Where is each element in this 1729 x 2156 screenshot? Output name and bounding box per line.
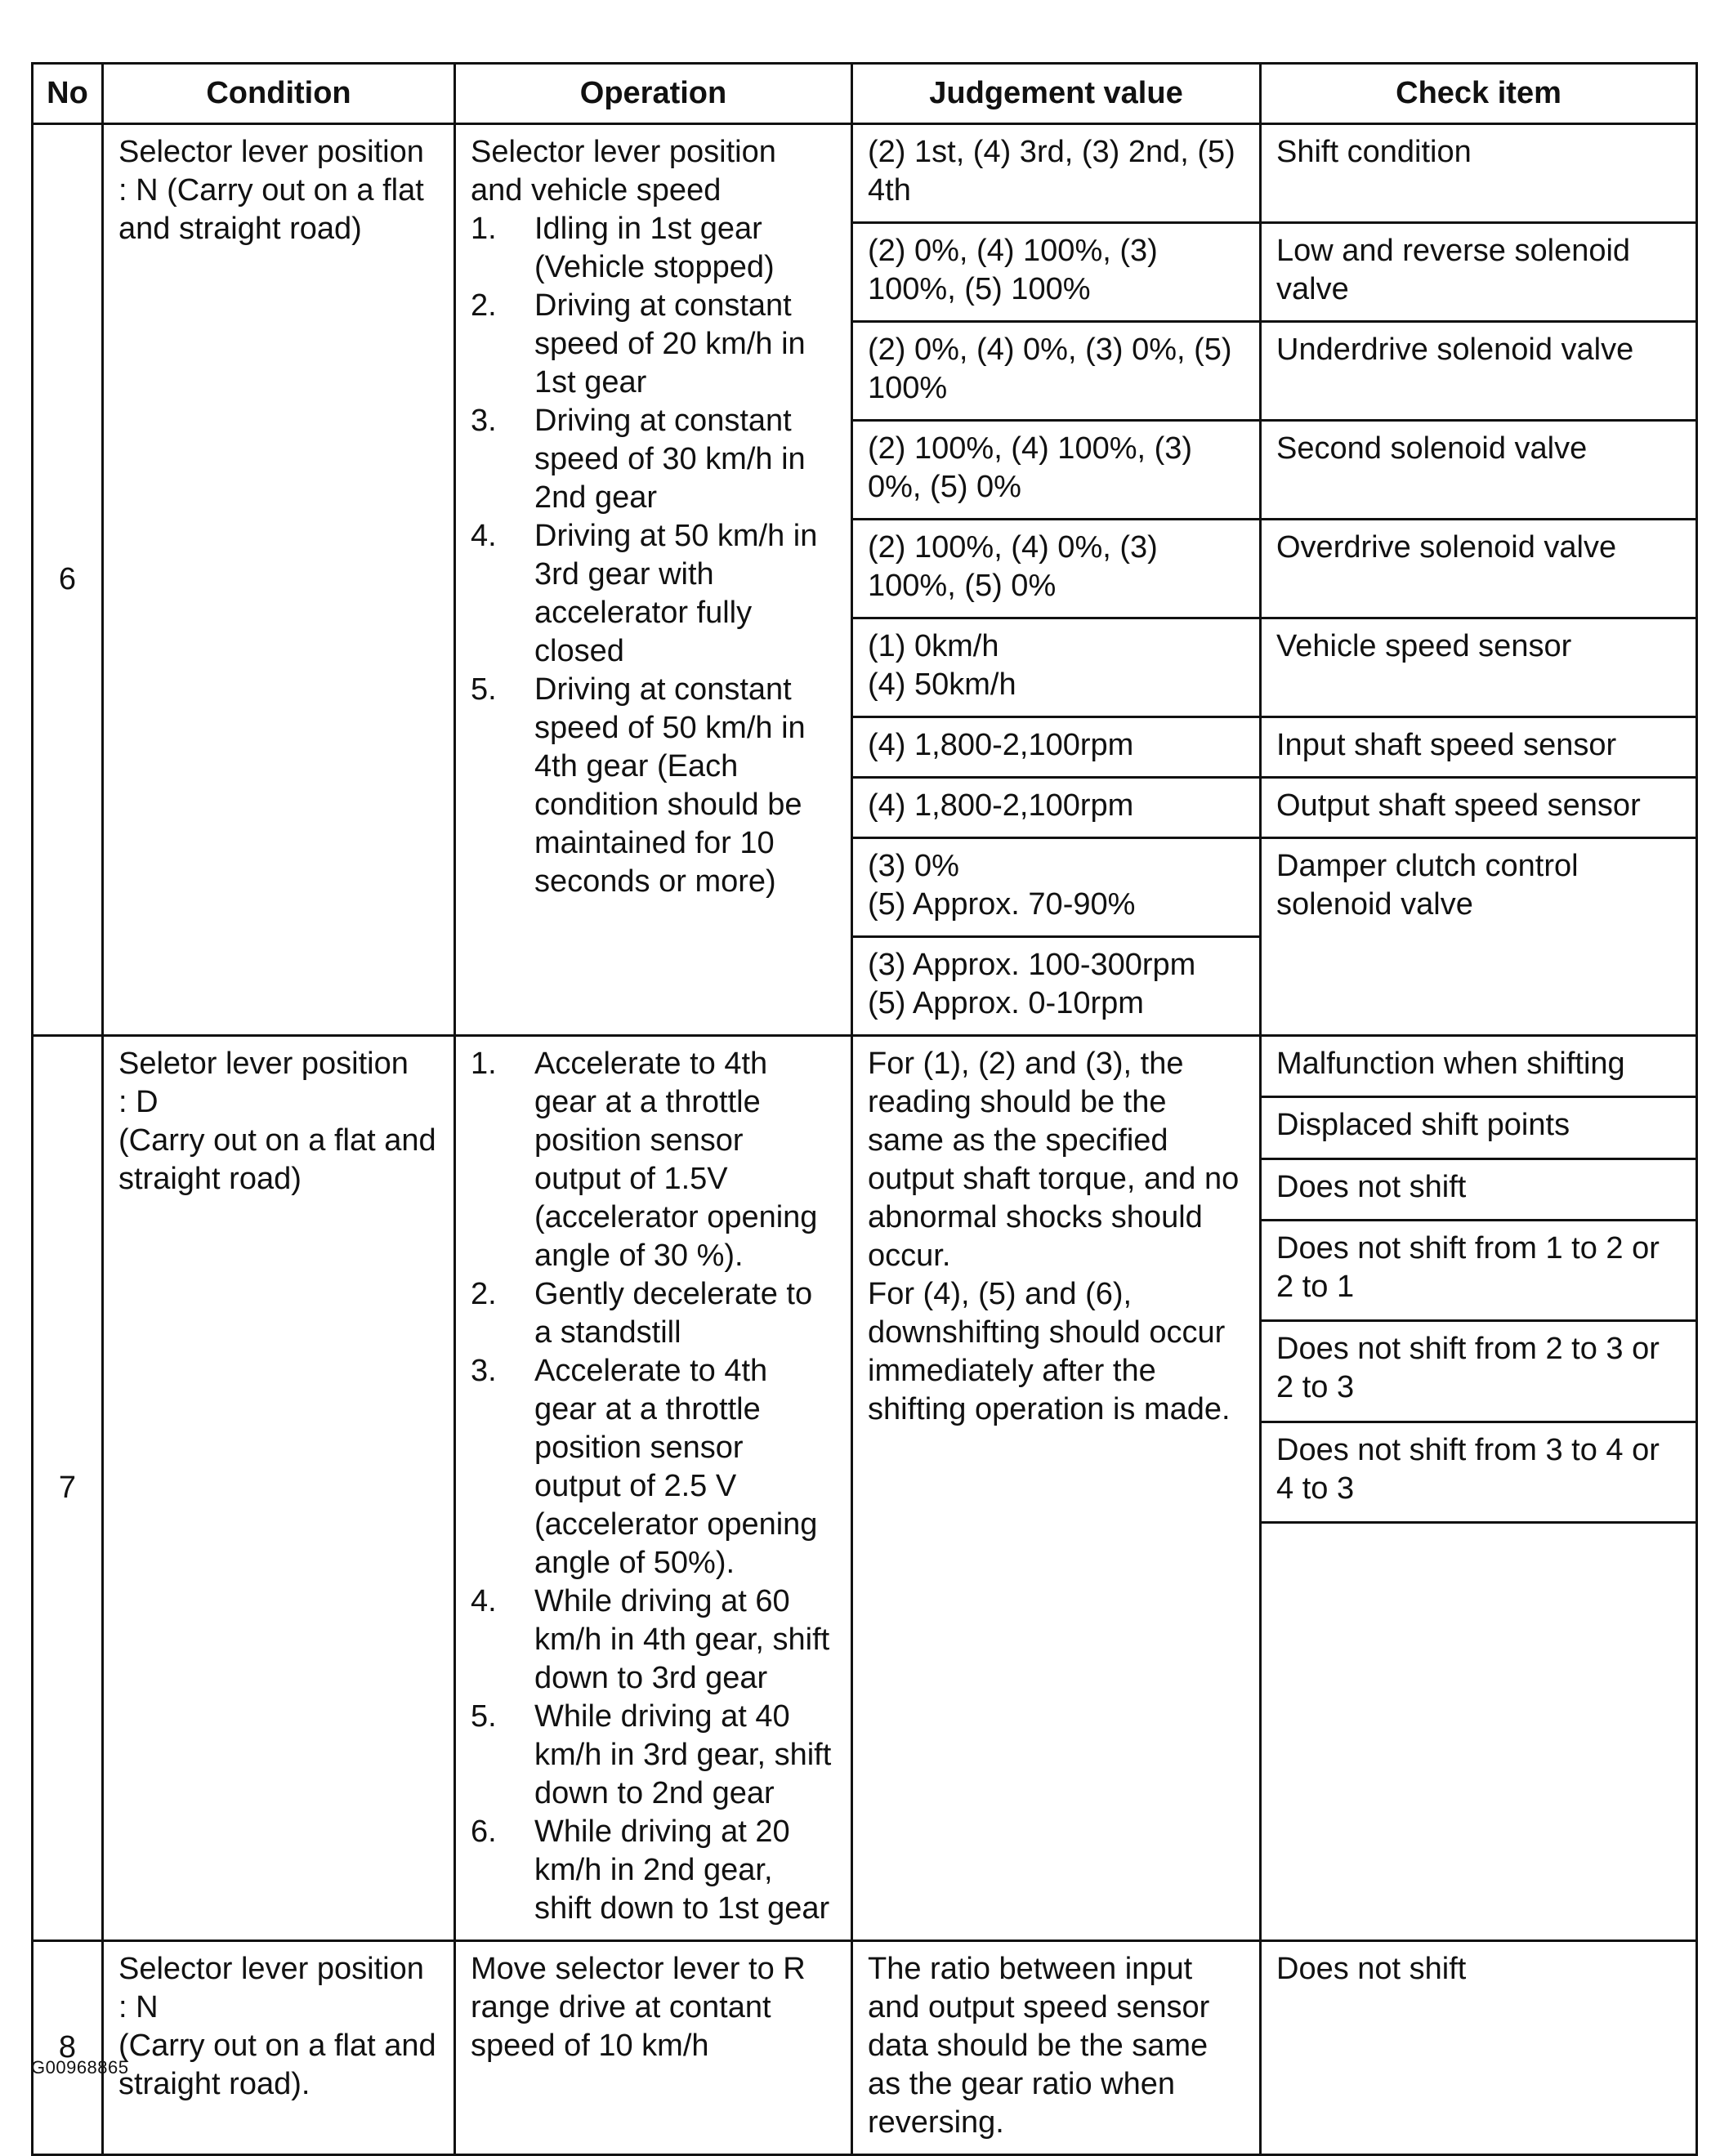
operation-step: 2. Gently decelerate to a standstill — [471, 1277, 813, 1350]
operation-cell — [455, 1036, 852, 1941]
judgement-cell: (2) 100%, (4) 100%, (3) 0%, (5) 0% — [852, 421, 1261, 520]
check-item-cell: Shift condition — [1261, 124, 1697, 223]
operation-step: 3. Accelerate to 4th gear at a throttle position sensor output of 2.5 V (accelerator opening angle of 50%). — [471, 1354, 818, 1580]
condition-cell: Selector lever position : N (Carry out on a flat and straight road). — [103, 1941, 455, 2155]
operation-step: 1. Accelerate to 4th gear at a throttle position sensor output of 1.5V (accelerator opening angle of 30 %). — [471, 1047, 818, 1273]
figure-id: G00968865 — [31, 2057, 129, 2078]
judgement-cell: (1) 0km/h (4) 50km/h — [852, 618, 1261, 717]
operation-steps — [471, 210, 836, 901]
table-row — [33, 124, 1697, 223]
check-item-cell: Does not shift from 1 to 2 or 2 to 1 — [1261, 1221, 1697, 1321]
operation-step: 4. While driving at 60 km/h in 4th gear, shift down to 3rd gear — [471, 1584, 830, 1695]
check-item-cell: Does not shift — [1261, 1941, 1697, 2155]
check-item-cell: Does not shift from 3 to 4 or 4 to 3 — [1261, 1422, 1697, 1522]
check-item-cell: Damper clutch control solenoid valve — [1261, 838, 1697, 1036]
condition-cell: Seletor lever position : D (Carry out on a flat and straight road) — [103, 1036, 455, 1941]
operation-step: 1. Idling in 1st gear (Vehicle stopped) — [471, 212, 775, 284]
judgement-cell: (3) 0% (5) Approx. 70-90% — [852, 838, 1261, 937]
row-number: 8 — [33, 1941, 103, 2155]
check-item-cell: Vehicle speed sensor — [1261, 618, 1697, 717]
judgement-cell: (3) Approx. 100-300rpm (5) Approx. 0-10rpm — [852, 937, 1261, 1036]
header-row — [33, 64, 1697, 124]
check-item-cell: Output shaft speed sensor — [1261, 778, 1697, 838]
judgement-cell: (2) 1st, (4) 3rd, (3) 2nd, (5) 4th — [852, 124, 1261, 223]
check-item-cell: Low and reverse solenoid valve — [1261, 223, 1697, 322]
check-item-cell: Second solenoid valve — [1261, 421, 1697, 520]
condition-cell: Selector lever position : N (Carry out on a flat and straight road) — [103, 124, 455, 1036]
header-judgement-value: Judgement value — [852, 64, 1261, 124]
judgement-cell: (2) 0%, (4) 100%, (3) 100%, (5) 100% — [852, 223, 1261, 322]
table-row — [33, 1036, 1697, 1097]
operation-cell — [455, 124, 852, 1036]
check-item-cell: Overdrive solenoid valve — [1261, 520, 1697, 618]
header-condition: Condition — [103, 64, 455, 124]
judgement-cell: For (1), (2) and (3), the reading should be the same as the specified output shaft torque, and no abnormal shocks should occur. For (4), (5) and (6), downshifting should occur immediately after the shifting operation is made. — [852, 1036, 1261, 1941]
check-item-cell: Displaced shift points — [1261, 1097, 1697, 1158]
operation-cell: Move selector lever to R range drive at contant speed of 10 km/h — [455, 1941, 852, 2155]
operation-step: 5. Driving at constant speed of 50 km/h in 4th gear (Each condition should be maintained for 10 seconds or more) — [471, 672, 806, 899]
header-check-item: Check item — [1261, 64, 1697, 124]
judgement-cell: (4) 1,800-2,100rpm — [852, 778, 1261, 838]
header-no: No — [33, 64, 103, 124]
check-item-cell: Does not shift from 2 to 3 or 2 to 3 — [1261, 1321, 1697, 1422]
judgement-cell: (4) 1,800-2,100rpm — [852, 717, 1261, 778]
row-number: 6 — [33, 124, 103, 1036]
operation-intro: Selector lever position and vehicle speed — [471, 135, 776, 208]
operation-step: 5. While driving at 40 km/h in 3rd gear, shift down to 2nd gear — [471, 1699, 832, 1810]
check-item-cell: Does not shift — [1261, 1158, 1697, 1220]
judgement-cell: (2) 100%, (4) 0%, (3) 100%, (5) 0% — [852, 520, 1261, 618]
check-item-cell: Malfunction when shifting — [1261, 1036, 1697, 1097]
check-item-cell: Input shaft speed sensor — [1261, 717, 1697, 778]
operation-step: 6. While driving at 20 km/h in 2nd gear, shift down to 1st gear — [471, 1815, 830, 1926]
operation-step: 4. Driving at 50 km/h in 3rd gear with accelerator fully closed — [471, 519, 818, 668]
judgement-cell: The ratio between input and output speed sensor data should be the same as the gear ratio when reversing. — [852, 1941, 1261, 2155]
check-item-cell — [1261, 1522, 1697, 1940]
check-item-cell: Underdrive solenoid valve — [1261, 322, 1697, 421]
operation-steps — [471, 1045, 836, 1928]
diagnostic-table — [31, 62, 1698, 2156]
judgement-cell: (2) 0%, (4) 0%, (3) 0%, (5) 100% — [852, 322, 1261, 421]
table-row — [33, 1941, 1697, 2155]
operation-step: 3. Driving at constant speed of 30 km/h in 2nd gear — [471, 404, 806, 515]
operation-step: 2. Driving at constant speed of 20 km/h in 1st gear — [471, 288, 806, 400]
header-operation: Operation — [455, 64, 852, 124]
row-number: 7 — [33, 1036, 103, 1941]
